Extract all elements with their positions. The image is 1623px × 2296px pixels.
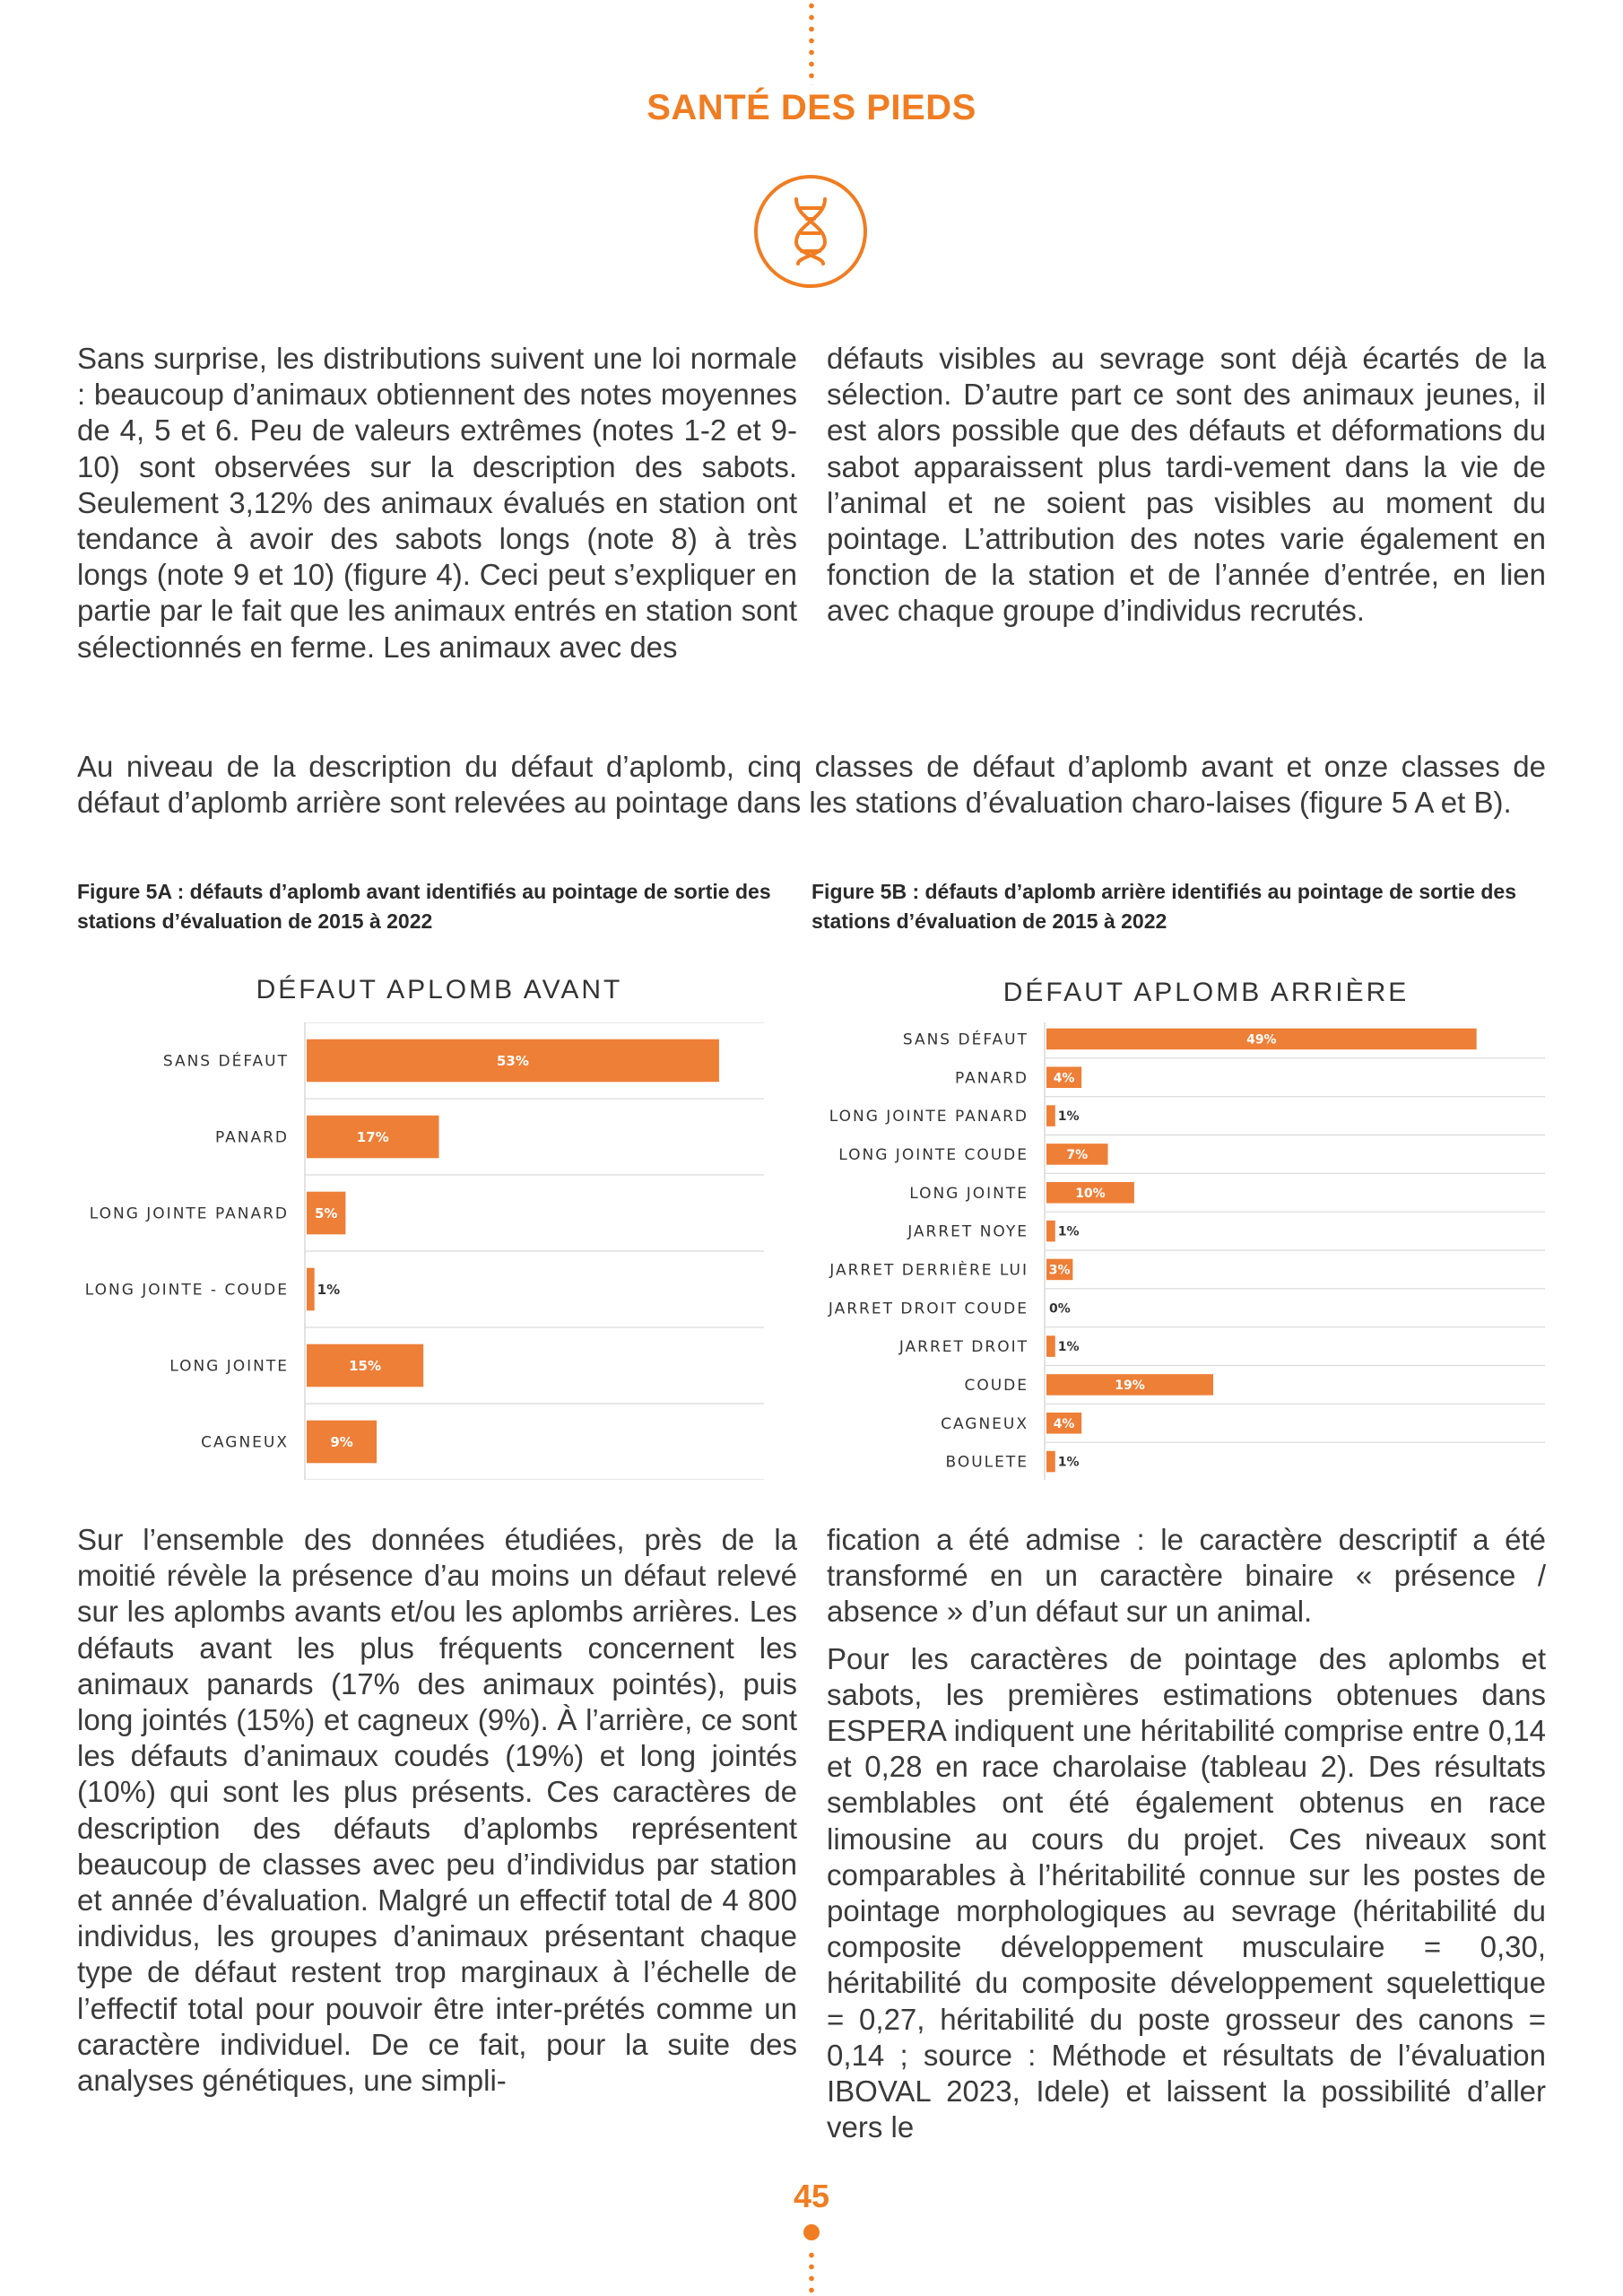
- data-label: 3%: [1048, 1263, 1071, 1278]
- data-label: 19%: [1115, 1378, 1145, 1393]
- category-label: PANARD: [214, 1128, 289, 1147]
- data-label: 0%: [1049, 1301, 1071, 1317]
- paragraph-text: Au niveau de la description du défaut d’aplomb, cinq classes de défaut d’aplomb avant et onze classes de défaut d’aplomb arrière sont relevées au pointage dans les stations d’évaluation charo-laises (figure 5 A et B).: [77, 750, 1546, 820]
- bottom-dotted-line: [809, 2249, 814, 2296]
- data-label: 17%: [356, 1128, 389, 1145]
- bar: [1046, 1221, 1055, 1242]
- data-label: 9%: [330, 1433, 353, 1450]
- category-label: LONG JOINTE COUDE: [838, 1146, 1028, 1165]
- figure-5b-caption: Figure 5B : défauts d’aplomb arrière identifiés au pointage de sortie des stations d’évaluation de 2015 à 2022: [812, 880, 1516, 933]
- bottom-dot: [803, 2224, 820, 2240]
- bar: [1046, 1105, 1055, 1126]
- paragraph-text: fication a été admise : le caractère descriptif a été transformé en un caractère binaire « présence / absence » d’un défaut sur un animal.: [827, 1523, 1546, 1629]
- category-label: LONG JOINTE PANARD: [829, 1108, 1028, 1126]
- chart-b-title: DÉFAUT APLOMB ARRIÈRE: [1002, 978, 1410, 1007]
- chart-a-title: DÉFAUT APLOMB AVANT: [256, 975, 623, 1004]
- data-label: 53%: [497, 1052, 529, 1069]
- data-label: 1%: [1057, 1340, 1080, 1355]
- category-label: LONG JOINTE - COUDE: [84, 1281, 289, 1300]
- chart-aplomb-avant: [77, 1022, 785, 1480]
- bar: [1046, 1451, 1055, 1473]
- bar: [1046, 1335, 1055, 1357]
- paragraph-2: [77, 749, 1546, 821]
- data-label: 10%: [1075, 1186, 1106, 1201]
- category-label: CAGNEUX: [941, 1414, 1028, 1433]
- category-label: JARRET DERRIÈRE LUI: [829, 1261, 1028, 1280]
- category-label: LONG JOINTE PANARD: [89, 1205, 289, 1223]
- data-label: 1%: [1057, 1224, 1080, 1239]
- bar: [307, 1268, 315, 1311]
- category-label: LONG JOINTE: [169, 1357, 289, 1376]
- paragraph-text: Pour les caractères de pointage des aplombs et sabots, les premières estimations obtenues dans ESPERA indiquent une héritabilité comprise entre 0,14 et 0,28 en race charolaise (tableau 2). Des résultats semblables ont été également obtenus en race limousine au cours du projet. Ces niveaux sont comparables à l’héritabilité connue sur les postes de pointage morphologiques au sevrage (héritabilité du composite développement musculaire = 0,30, héritabilité du composite développement squelettique = 0,27, héritabilité du poste grosseur des canons = 0,14 ; source : Méthode et résultats de l’évaluation IBOVAL 2023, Idele) et laissent la possibilité d’aller vers le: [827, 1641, 1546, 2144]
- paragraph-text: Sans surprise, les distributions suivent une loi normale : beaucoup d’animaux obtiennent des notes moyennes de 4, 5 et 6. Peu de valeurs extrêmes (notes 1-2 et 9-10) sont observées sur la description des sabots. Seulement 3,12% des animaux évalués en station ont tendance à avoir des sabots longs (note 8) à très longs (note 9 et 10) (figure 4). Ceci peut s’expliquer en partie par le fait que les animaux entrés en station sont sélectionnés en ferme. Les animaux avec des: [77, 342, 797, 664]
- figure-5a-caption: Figure 5A : défauts d’aplomb avant identifiés au pointage de sortie des stations d’évaluation de 2015 à 2022: [77, 880, 771, 933]
- paragraph-1-left: [77, 341, 797, 665]
- top-dotted-line: [809, 0, 814, 85]
- dna-icon: [753, 174, 868, 289]
- data-label: 1%: [1057, 1109, 1080, 1125]
- page-number: 45: [793, 2178, 830, 2214]
- chart-aplomb-arriere: [812, 1022, 1547, 1480]
- category-label: JARRET DROIT COUDE: [828, 1300, 1028, 1318]
- category-label: LONG JOINTE: [909, 1184, 1028, 1203]
- data-label: 1%: [1057, 1455, 1080, 1470]
- category-label: CAGNEUX: [201, 1433, 289, 1452]
- paragraph-1-right: [827, 341, 1546, 630]
- data-label: 1%: [317, 1281, 341, 1298]
- paragraph-text: Sur l’ensemble des données étudiées, près de la moitié révèle la présence d’au moins un défaut relevé sur les aplombs avants et/ou les aplombs arrières. Les défauts avant les plus fréquents concernent les animaux panards (17% des animaux pointés), puis long jointés (15%) et cagneux (9%). À l’arrière, ce sont les défauts d’animaux coudés (19%) et long jointés (10%) qui sont les plus présents. Ces caractères de description des défauts d’aplombs représentent beaucoup de classes avec peu d’individus par station et année d’évaluation. Malgré un effectif total de 4 800 individus, les groupes d’animaux présentant chaque type de défaut restent trop marginaux à l’échelle de l’effectif total pour pouvoir être inter-prétés comme un caractère individuel. De ce fait, pour la suite des analyses génétiques, une simpli-: [77, 1523, 797, 2098]
- data-label: 49%: [1246, 1032, 1277, 1048]
- paragraph-3-right: [827, 1522, 1546, 2145]
- category-label: SANS DÉFAUT: [902, 1031, 1028, 1049]
- category-label: BOULETE: [945, 1453, 1028, 1472]
- data-label: 15%: [349, 1357, 382, 1374]
- page-title: SANTÉ DES PIEDS: [647, 88, 976, 127]
- category-label: COUDE: [964, 1377, 1028, 1396]
- category-label: JARRET NOYE: [907, 1222, 1028, 1241]
- data-label: 4%: [1053, 1416, 1075, 1431]
- category-label: PANARD: [954, 1069, 1028, 1088]
- data-label: 4%: [1053, 1071, 1075, 1086]
- data-label: 5%: [314, 1205, 338, 1222]
- paragraph-3-left: [77, 1522, 797, 2099]
- data-label: 7%: [1066, 1147, 1089, 1162]
- paragraph-text: défauts visibles au sevrage sont déjà écartés de la sélection. D’autre part ce sont des animaux jeunes, il est alors possible que des défauts et déformations du sabot apparaissent plus tardi-vement dans la vie de l’animal et ne soient pas visibles au moment du pointage. L’attribution des notes varie également en fonction de la station et de l’année d’entrée, en lien avec chaque groupe d’individus recrutés.: [827, 342, 1546, 628]
- category-label: JARRET DROIT: [898, 1338, 1028, 1357]
- category-label: SANS DÉFAUT: [162, 1052, 289, 1071]
